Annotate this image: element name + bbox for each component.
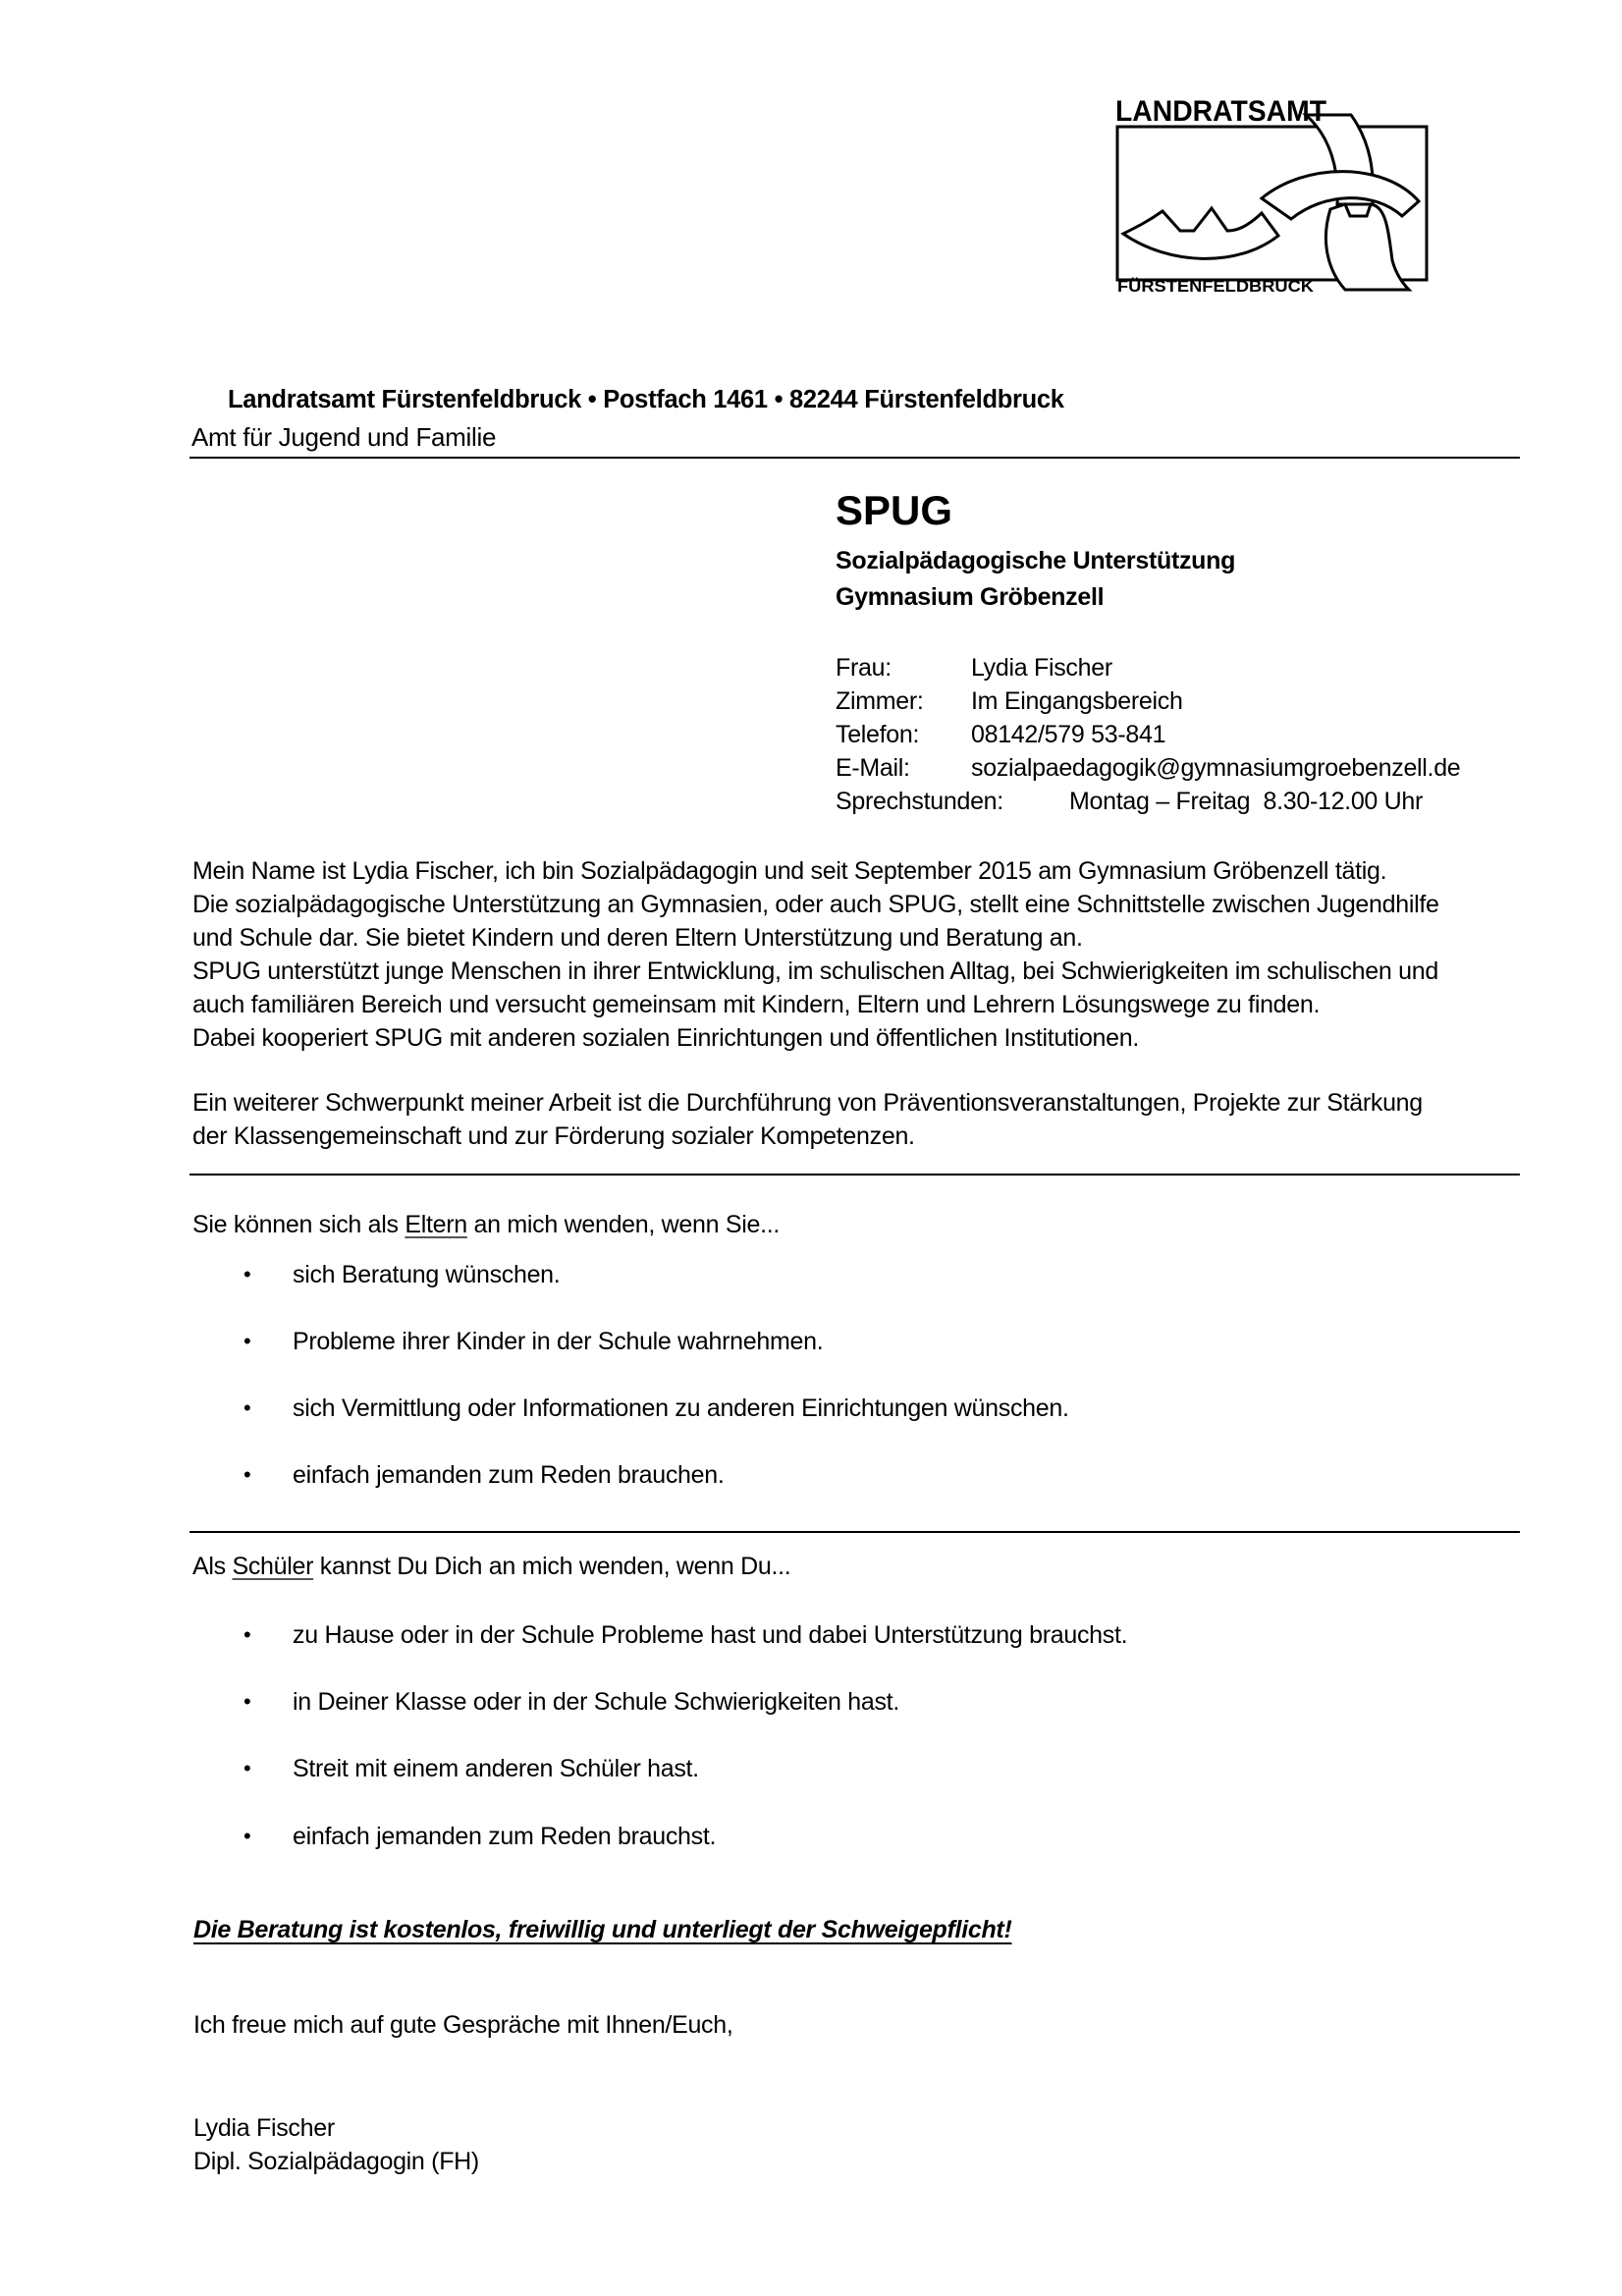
list-item-text: einfach jemanden zum Reden brauchen.	[293, 1461, 725, 1489]
list-item-text: einfach jemanden zum Reden brauchst.	[293, 1823, 717, 1850]
contact-value: Im Eingangsbereich	[971, 687, 1183, 715]
program-subtitle-line2: Gymnasium Gröbenzell	[836, 583, 1105, 611]
intro-line: Mein Name ist Lydia Fischer, ich bin Sozialpädagogin und seit September 2015 am Gymnasium Gröbenzell tätig.	[192, 857, 1387, 885]
contact-label: Sprechstunden:	[836, 788, 1003, 815]
bullet-icon: •	[243, 1622, 251, 1647]
signature-title: Dipl. Sozialpädagogin (FH)	[193, 2148, 479, 2175]
program-title: SPUG	[836, 487, 953, 533]
list-item-text: zu Hause oder in der Schule Probleme hast und dabei Unterstützung brauchst.	[293, 1621, 1128, 1649]
confidentiality-notice: Die Beratung ist kostenlos, freiwillig und unterliegt der Schweigepflicht!	[193, 1916, 1012, 1943]
list-item-text: in Deiner Klasse oder in der Schule Schwierigkeiten hast.	[293, 1688, 899, 1716]
signature-name: Lydia Fischer	[193, 2114, 335, 2142]
intro-line: SPUG unterstützt junge Menschen in ihrer Entwicklung, im schulischen Alltag, bei Schwierigkeiten im schulischen und	[192, 957, 1438, 985]
bullet-icon: •	[243, 1824, 251, 1848]
bullet-icon: •	[243, 1262, 251, 1286]
parents-emphasis: Eltern	[405, 1211, 467, 1238]
contact-label: Telefon:	[836, 721, 920, 748]
list-item-text: sich Beratung wünschen.	[293, 1261, 561, 1288]
parents-section-intro	[192, 1208, 780, 1241]
bullet-icon: •	[243, 1756, 251, 1780]
contact-value: Lydia Fischer	[971, 654, 1112, 682]
list-item-text: sich Vermittlung oder Informationen zu anderen Einrichtungen wünschen.	[293, 1394, 1069, 1422]
bullet-icon: •	[243, 1689, 251, 1714]
focus-paragraph	[192, 1086, 1423, 1153]
bullet-icon: •	[243, 1462, 251, 1487]
district-coat-of-arms-icon	[1109, 93, 1443, 295]
program-subtitle-line1: Sozialpädagogische Unterstützung	[836, 547, 1236, 574]
office-hours: Montag – Freitag 8.30-12.00 Uhr	[1069, 788, 1424, 815]
landratsamt-logo	[1109, 93, 1443, 295]
intro-line: auch familiären Bereich und versucht gemeinsam mit Kindern, Eltern und Lehrern Lösungswege zu finden.	[192, 991, 1321, 1018]
header-divider	[189, 457, 1520, 459]
students-section-intro	[192, 1550, 790, 1583]
section-divider	[189, 1531, 1520, 1533]
contact-label: E-Mail:	[836, 754, 910, 782]
intro-line: und Schule dar. Sie bietet Kindern und deren Eltern Unterstützung und Beratung an.	[192, 924, 1083, 952]
focus-line: Ein weiterer Schwerpunkt meiner Arbeit ist die Durchführung von Präventionsveranstaltungen, Projekte zur Stärkung	[192, 1089, 1423, 1117]
contact-label: Frau:	[836, 654, 892, 682]
bullet-icon: •	[243, 1329, 251, 1353]
intro-text: kannst Du Dich an mich wenden, wenn Du...	[313, 1553, 791, 1580]
department-name: Amt für Jugend und Familie	[191, 422, 497, 452]
phone-number: 08142/579 53-841	[971, 721, 1166, 748]
sender-address-line: Landratsamt Fürstenfeldbruck • Postfach 1461 • 82244 Fürstenfeldbruck	[228, 386, 1064, 413]
section-divider	[189, 1174, 1520, 1175]
intro-line: Dabei kooperiert SPUG mit anderen sozialen Einrichtungen und öffentlichen Institutionen.	[192, 1024, 1140, 1052]
logo-top-word: LANDRATSAMT	[1115, 95, 1326, 128]
email-address: sozialpaedagogik@gymnasiumgroebenzell.de	[971, 754, 1461, 782]
intro-text: an mich wenden, wenn Sie...	[466, 1211, 781, 1238]
closing-line: Ich freue mich auf gute Gespräche mit Ihnen/Euch,	[193, 2011, 733, 2039]
list-item-text: Probleme ihrer Kinder in der Schule wahrnehmen.	[293, 1328, 824, 1355]
intro-paragraph	[192, 854, 1439, 1055]
intro-text: Sie können sich als	[192, 1211, 406, 1238]
students-emphasis: Schüler	[232, 1553, 314, 1580]
bullet-icon: •	[243, 1395, 251, 1420]
contact-label: Zimmer:	[836, 687, 924, 715]
logo-bottom-word: FÜRSTENFELDBRUCK	[1117, 277, 1315, 295]
intro-line: Die sozialpädagogische Unterstützung an Gymnasien, oder auch SPUG, stellt eine Schnittstelle zwischen Jugendhilfe	[192, 891, 1439, 918]
focus-line: der Klassengemeinschaft und zur Förderung sozialer Kompetenzen.	[192, 1122, 915, 1150]
list-item-text: Streit mit einem anderen Schüler hast.	[293, 1755, 699, 1782]
intro-text: Als	[192, 1553, 233, 1580]
